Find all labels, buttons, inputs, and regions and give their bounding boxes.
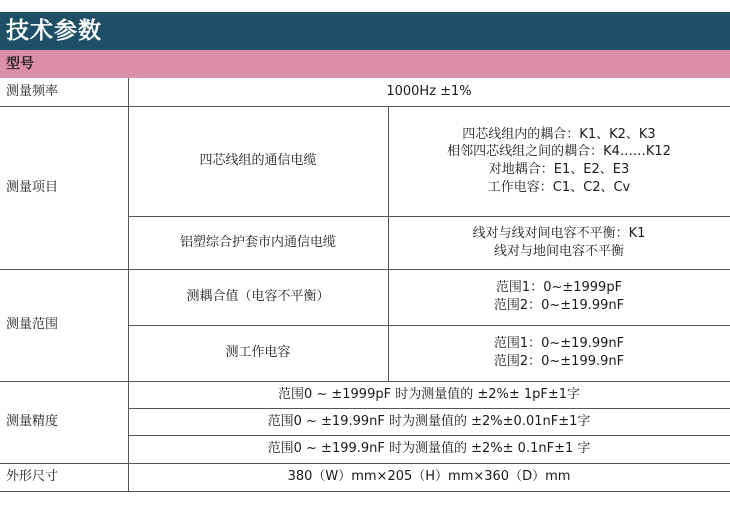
cable1-details bbox=[388, 106, 730, 216]
cable2-line-1: 线对与线对间电容不平衡：K1 bbox=[472, 225, 646, 241]
items-label: 测量项目 bbox=[6, 179, 59, 195]
cable1-line-2: 相邻四芯线组之间的耦合：K4……K12 bbox=[447, 144, 671, 160]
column-divider bbox=[388, 106, 389, 381]
dimensions-value: 380（W）mm×205（H）mm×360（D）mm bbox=[287, 469, 571, 485]
accuracy-line-1: 范围0 ~ ±1999pF 时为测量值的 ±2%± 1pF±1字 bbox=[277, 386, 581, 402]
row-divider bbox=[128, 325, 730, 326]
row-divider bbox=[0, 269, 730, 270]
frequency-value: 1000Hz ±1% bbox=[386, 84, 472, 100]
row-divider bbox=[128, 216, 730, 217]
capacitance-range-1: 范围1：0~±19.99nF bbox=[493, 336, 625, 352]
coupling-ranges bbox=[388, 269, 730, 325]
capacitance-ranges bbox=[388, 325, 730, 381]
cable1-line-4: 工作电容：C1、C2、Cv bbox=[487, 179, 631, 195]
dimensions-label: 外形尺寸 bbox=[6, 469, 59, 485]
column-divider bbox=[128, 78, 129, 491]
range-label: 测量范围 bbox=[6, 317, 59, 333]
cable1-name: 四芯线组的通信电缆 bbox=[199, 153, 317, 169]
capacitance-range-2: 范围2：0~±199.9nF bbox=[493, 354, 625, 369]
model-label: 型号 bbox=[6, 56, 34, 72]
accuracy-line-2: 范围0 ~ ±19.99nF 时为测量值的 ±2%±0.01nF±1字 bbox=[267, 413, 591, 429]
row-divider bbox=[128, 435, 730, 436]
accuracy-line-3: 范围0 ~ ±199.9nF 时为测量值的 ±2%± 0.1nF±1 字 bbox=[267, 441, 591, 457]
row-divider bbox=[0, 463, 730, 464]
row-divider bbox=[0, 381, 730, 382]
accuracy-label: 测量精度 bbox=[6, 414, 59, 430]
cable2-name: 铝塑综合护套市内通信电缆 bbox=[179, 234, 336, 250]
cable2-line-2: 线对与地间电容不平衡 bbox=[493, 243, 624, 259]
coupling-range-2: 范围2：0~±19.99nF bbox=[493, 298, 625, 313]
cable1-line-1: 四芯线组内的耦合：K1、K2、K3 bbox=[462, 126, 656, 142]
page-title: 技术参数 bbox=[6, 18, 102, 44]
table-bottom-border bbox=[0, 491, 730, 492]
coupling-name: 测耦合值（电容不平衡） bbox=[186, 289, 330, 305]
capacitance-name: 测工作电容 bbox=[225, 345, 291, 361]
model-bar bbox=[0, 50, 730, 78]
coupling-range-1: 范围1：0~±1999pF bbox=[495, 280, 623, 296]
row-divider bbox=[0, 106, 730, 107]
header-bar bbox=[0, 12, 730, 50]
cable1-line-3: 对地耦合：E1、E2、E3 bbox=[488, 162, 630, 177]
cable2-details bbox=[388, 216, 730, 269]
frequency-label: 测量频率 bbox=[6, 84, 59, 100]
row-divider bbox=[128, 408, 730, 409]
